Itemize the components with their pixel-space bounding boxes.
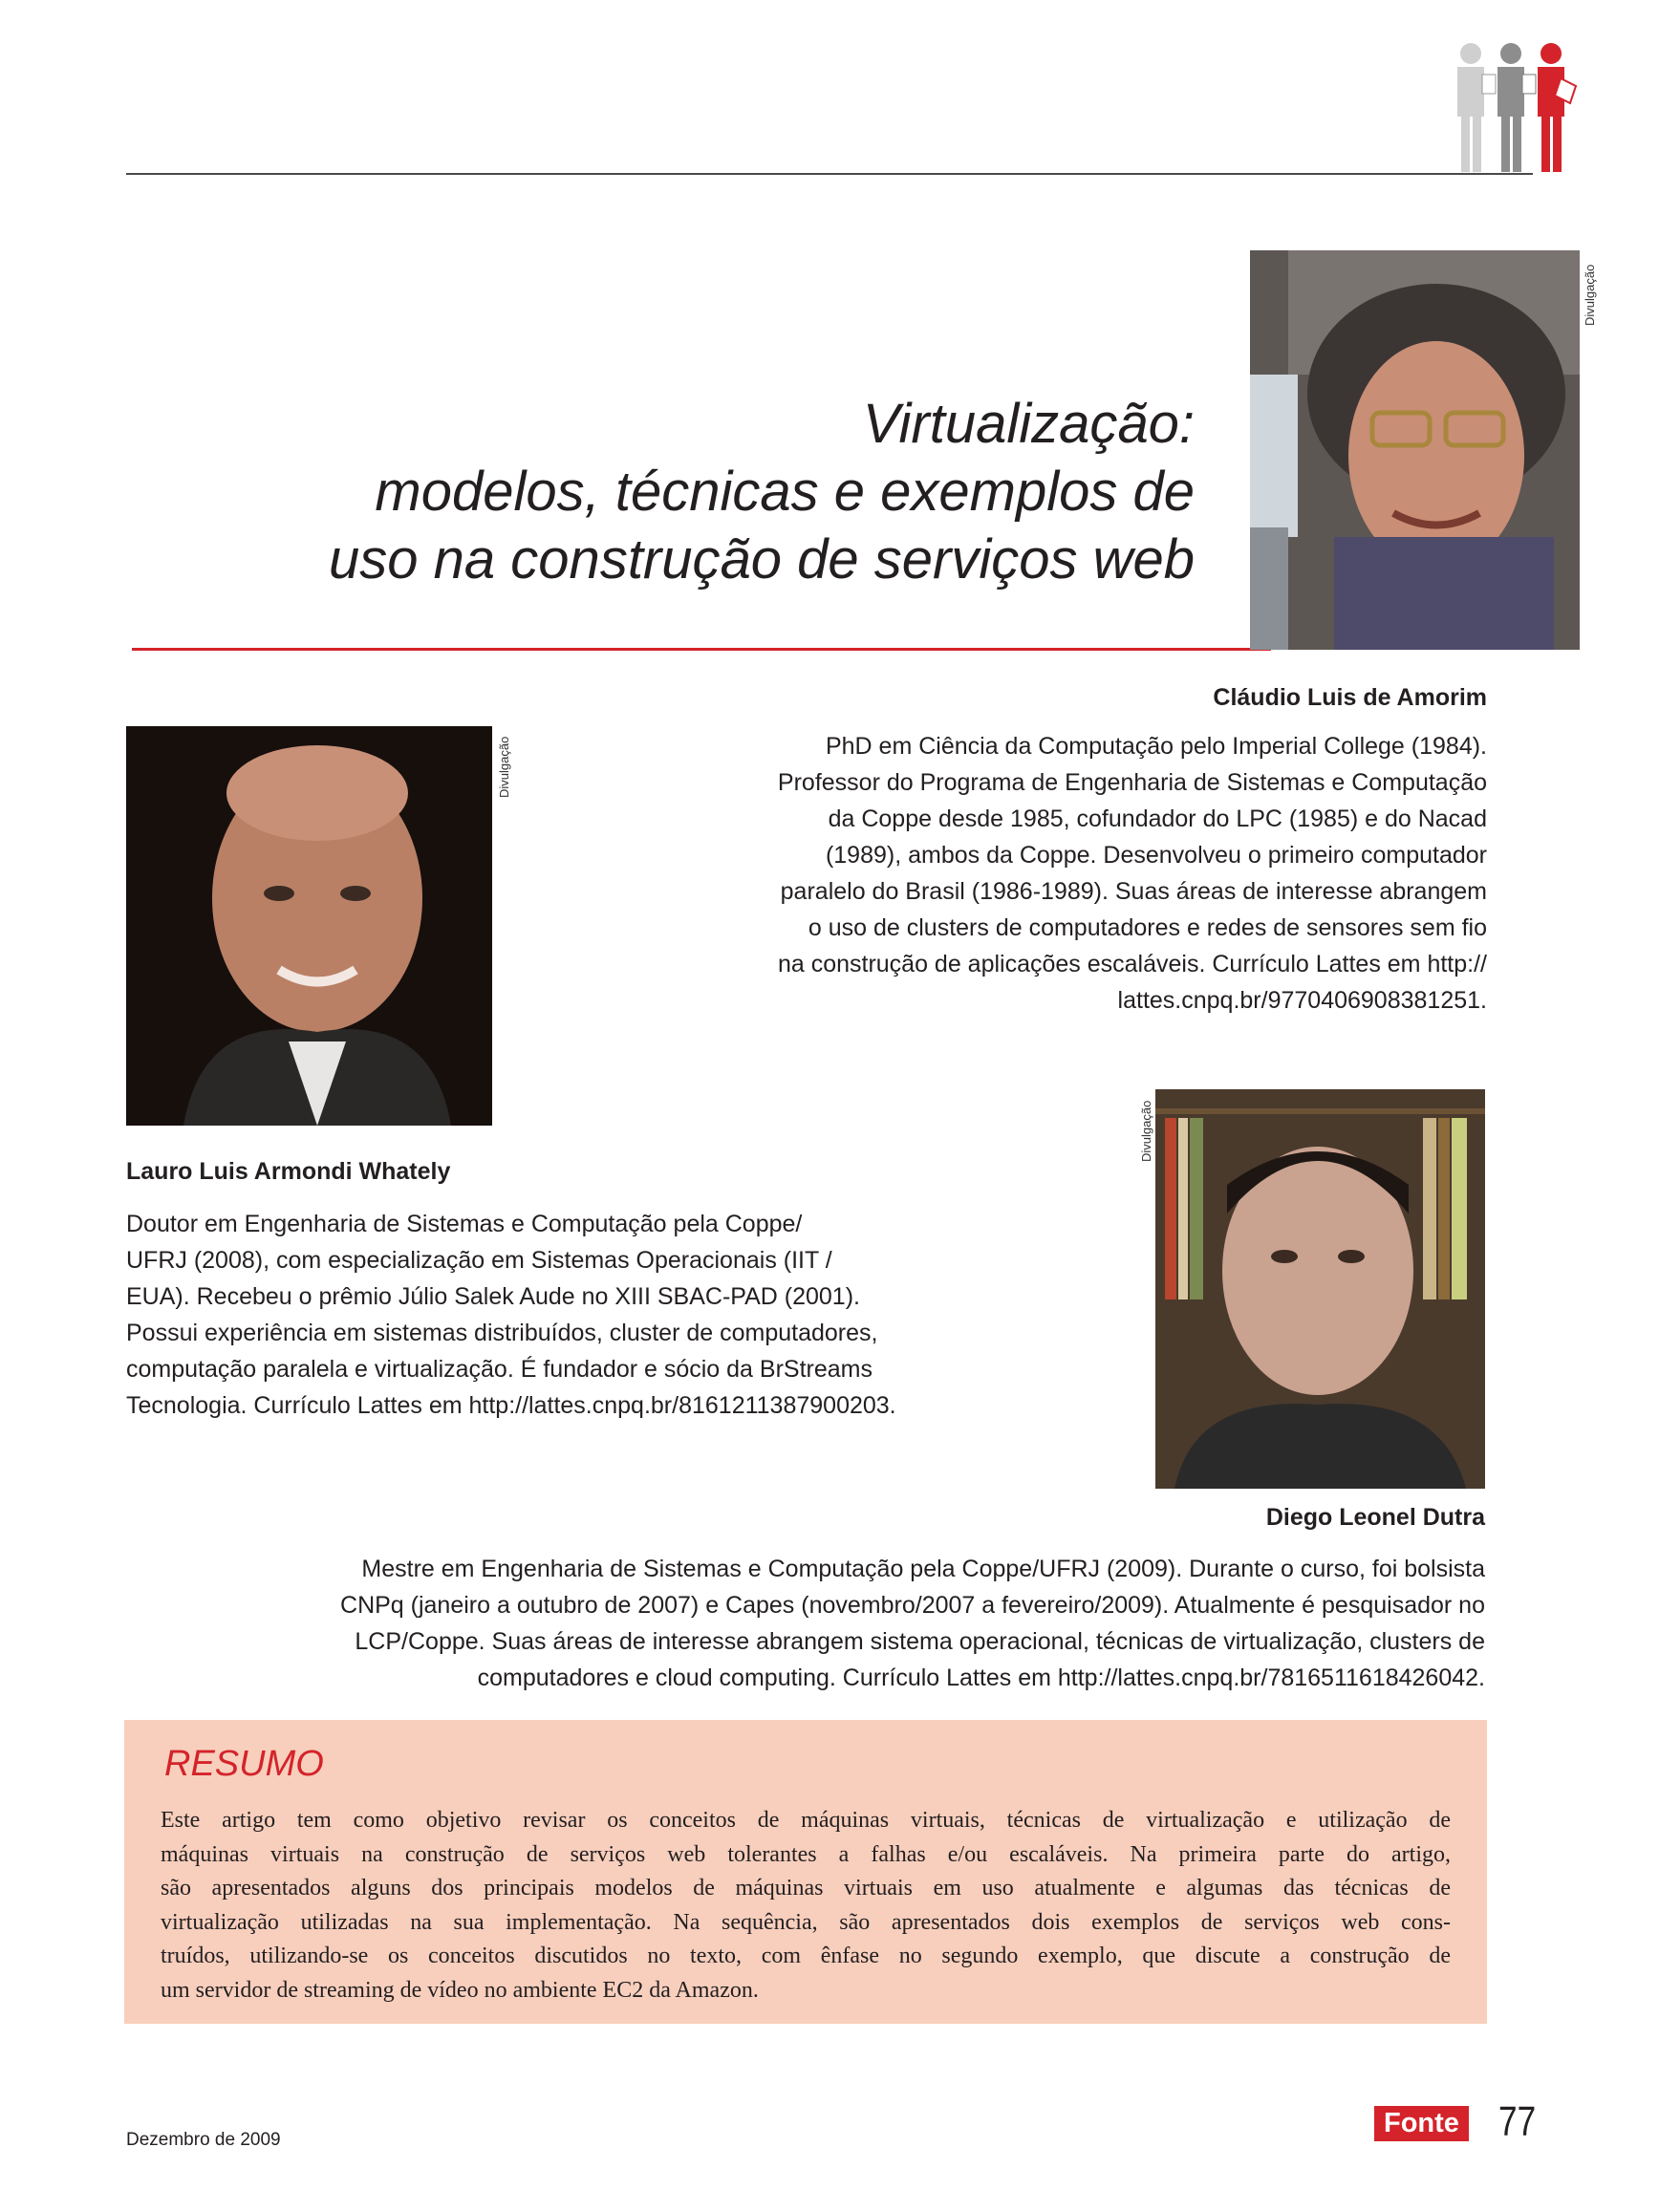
abstract-line: um servidor de streaming de vídeo no ambiente EC2 da Amazon. [161,1977,759,2003]
title-rule [132,648,1271,651]
article-title-line: uso na construção de serviços web [329,528,1195,591]
author-bio [612,728,1487,1019]
article-title-line: Virtualização: [862,393,1195,455]
photo-credit: Divulgação [1583,264,1597,326]
bio-line: Mestre em Engenharia de Sistemas e Computação pela Coppe/UFRJ (2009). Durante o curso, foi bolsista [361,1556,1485,1582]
author-name: Diego Leonel Dutra [1265,1504,1485,1531]
footer-date: Dezembro de 2009 [126,2130,281,2150]
bio-line: o uso de clusters de computadores e redes de sensores sem fio [808,914,1487,941]
abstract-text [161,1804,1451,2008]
abstract-line: são apresentados alguns dos principais modelos de máquinas virtuais em uso atualmente e algumas das técnicas de [161,1876,1451,1901]
bio-line: paralelo do Brasil (1986-1989). Suas áreas de interesse abrangem [780,878,1487,905]
header-rule [126,173,1533,175]
bio-line: Possui experiência em sistemas distribuídos, cluster de computadores, [126,1320,878,1346]
magazine-logo: Fonte [1374,2106,1469,2141]
bio-line: da Coppe desde 1985, cofundador do LPC (1985) e do Nacad [828,805,1487,832]
bio-line: Doutor em Engenharia de Sistemas e Computação pela Coppe/ [126,1211,803,1237]
author-bio [126,1551,1485,1696]
photo-credit: Divulgação [1139,1100,1153,1162]
author-name: Cláudio Luis de Amorim [1213,684,1487,711]
abstract-line: truídos, utilizando-se os conceitos discutidos no texto, com ênfase no segundo exemplo, que discute a construção de [161,1944,1451,1968]
abstract-title: RESUMO [164,1744,324,1784]
article-title [172,390,1195,593]
photo-credit: Divulgação [497,736,511,798]
bio-line: computadores e cloud computing. Currículo Lattes em http://lattes.cnpq.br/7816511618426042. [477,1664,1485,1691]
bio-line: lattes.cnpq.br/9770406908381251. [1117,987,1487,1014]
author-photo-claudio [1250,250,1580,650]
bio-line: LCP/Coppe. Suas áreas de interesse abrangem sistema operacional, técnicas de virtualização, clusters de [355,1628,1485,1655]
author-bio [126,1206,1082,1424]
abstract-line: máquinas virtuais na construção de serviços web tolerantes a falhas e/ou escaláveis. Na primeira parte do artigo, [161,1841,1451,1867]
page-number: 77 [1498,2098,1537,2145]
bio-line: EUA). Recebeu o prêmio Júlio Salek Aude no XIII SBAC-PAD (2001). [126,1283,860,1310]
author-photo-lauro [126,726,492,1126]
abstract-line: virtualização utilizadas na sua implementação. Na sequência, são apresentados dois exemplos de serviços web cons- [161,1909,1451,1935]
bio-line: Tecnologia. Currículo Lattes em http://lattes.cnpq.br/8161211387900203. [126,1392,896,1419]
bio-line: Professor do Programa de Engenharia de Sistemas e Computação [777,769,1487,796]
bio-line: (1989), ambos da Coppe. Desenvolveu o primeiro computador [825,842,1487,869]
bio-line: CNPq (janeiro a outubro de 2007) e Capes (novembro/2007 a fevereiro/2009). Atualmente é pesquisador no [340,1592,1485,1619]
article-title-line: modelos, técnicas e exemplos de [375,461,1195,523]
abstract-line: Este artigo tem como objetivo revisar os conceitos de máquinas virtuais, técnicas de virtualização e utilização de [161,1808,1451,1833]
author-photo-diego [1155,1089,1485,1489]
bio-line: PhD em Ciência da Computação pelo Imperial College (1984). [825,733,1487,760]
bio-line: na construção de aplicações escaláveis. Currículo Lattes em http:// [777,951,1487,977]
author-name: Lauro Luis Armondi Whately [126,1158,451,1185]
bio-line: computação paralela e virtualização. É fundador e sócio da BrStreams [126,1356,873,1383]
people-icon [1448,40,1582,174]
bio-line: UFRJ (2008), com especialização em Sistemas Operacionais (IIT / [126,1247,832,1274]
